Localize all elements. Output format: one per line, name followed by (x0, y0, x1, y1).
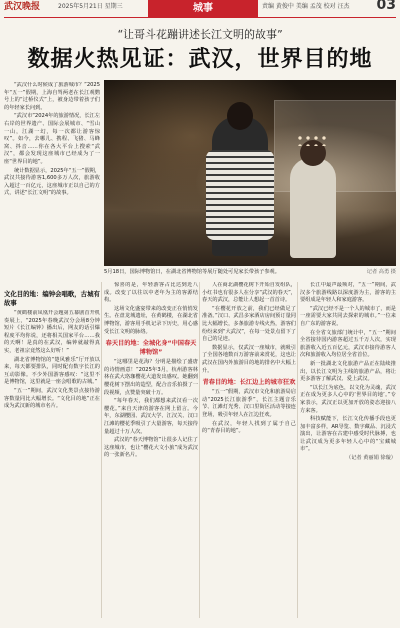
body-paragraph: 科技赋能下，长江文化传播手段也更加丰富多样，AR导览、数字藏品、沉浸式演出，让游客在古建中感受时代脉搏，也让武汉成为更多年轻人心中的“宝藏城市”。 (300, 416, 396, 453)
lead-paragraph: “武汉市”2024年的旅游情况，长江左右岸的世界遗产、国际会展城市、“雪山一山，江湖一幻，每一次都让游客惊叹”。如今，去哪儿、携程、飞猪、马蜂窝、抖音……你在各大平台上搜索“武汉”，都会发现这座城市已经成为了一座“世界目的地”。 (4, 113, 100, 165)
masthead (0, 0, 400, 14)
body-paragraph: 数据显示，仅武汉一座城市，就吸引了全国各地数百万游客前来赏花，这也让武汉在国内外旅游目的地的排名中大幅上升。 (202, 344, 296, 374)
article-headline: 数据火热见证：武汉，世界目的地 (27, 47, 373, 72)
body-paragraph: “五一”假期，武汉市文化和旅游局启动“2025长江旅游季”，长江主题音乐节、江滩灯光秀、汉口里街区活动等接连登场，吸引年轻人在江边狂欢。 (202, 389, 296, 418)
body-paragraph: “五一”期间，武汉文化类景点接待游客数量同比大幅增长。“文化目的地”正在成为武汉新的城市名片。 (4, 387, 100, 410)
lead-column (4, 82, 100, 282)
body-paragraph: 新一批湖北文化旅游产品正在陆续推出，以长江文明为主线的旅游产品，将让更多游客了解武汉、爱上武汉。 (300, 360, 396, 383)
section-label: 城事 (148, 0, 258, 17)
body-paragraph: 在全省文旅部门统计中，“五一”期间全省接待国内游客超过五千万人次，实现旅游收入近五百亿元，武汉市接待游客人次和旅游收入均位居全省首位。 (300, 329, 396, 359)
body-paragraph: 这场文化盛宴带来的改变正在悄悄发生。在盘龙城遗址，在黄鹤楼，在湖北省博物馆，游客用手机记录下历史，用心感受长江文明的脉络。 (104, 305, 198, 335)
column-divider (199, 282, 200, 618)
body-paragraph: “武汉已经不是一个人的城市了，而是一座需要大家共同去探索的城市。”一位来自广东的游客说。 (300, 305, 396, 327)
body-column-1 (4, 310, 100, 628)
body-paragraph: “在樱花开放之前，我们已经做足了准备。”汉口、武昌多家酒店房间预订量同比大幅增长，多条旅游专线火热，游客们纷纷来到“大武汉”，在每一处景点留下了自己的足迹。 (202, 305, 296, 343)
flower-headband (296, 134, 330, 146)
column-divider (297, 282, 298, 618)
article-photo (104, 80, 396, 266)
body-column-2 (104, 282, 198, 600)
section-subhead: 文化目的地：编钟会唱歌，古城有故事 (4, 290, 100, 307)
body-paragraph: 武汉的“春天博物馆”让很多人记住了这座城市，也让“樱花大文小旅”成为武汉的一张新名片。 (104, 437, 198, 459)
newspaper-logo: 武汉晚报 (4, 2, 41, 12)
section-title-youth: 青春目的地：长江边上的城市狂欢 (202, 379, 296, 387)
body-paragraph: 惊喜的是，年轻游客占比达到近八成。改变了以往以中老年为主的客源结构。 (104, 282, 198, 304)
photo-credit: 记者 高勇 摄 (366, 269, 396, 275)
article-kicker: “让哥斗花蹦讲述长江文明的故事” (117, 28, 283, 41)
child-visitor (290, 158, 336, 258)
section-title-spring: 春天目的地：全城化身“中国春天博物馆” (105, 340, 197, 357)
header-rule (4, 17, 396, 18)
body-column-3 (202, 282, 296, 600)
photo-caption (104, 268, 396, 277)
lead-paragraph: “武汉什么时候成了旅游城市？”2025年“五一”假期，上海自驾两老在长江观鹦号上的“过桥仪式”上，被身边带着孩子们的年轻家长问到。 (4, 82, 100, 111)
body-paragraph: “以长江为底色，以文化为灵魂，武汉正在成为更多人心中的‘世界目的地’。”专家表示，武汉正以更加开放的姿态迎接八方来客。 (300, 384, 396, 414)
column-divider (101, 282, 102, 618)
page-number: 03 (376, 0, 396, 13)
lead-paragraph: 统计数据显示，2025年“五一”假期，武汉共接待游客1,600多万人次，旅游收入超过一百亿元，这座城市正以自己的方式，讲述“长江文明”的故事。 (4, 167, 100, 197)
adult-head (227, 102, 253, 130)
body-paragraph: 长江中最声最频对，“五一”期间，武汉多个旅游线路以深度游为主，游客的主要组成是年轻人和家庭游客。 (300, 282, 396, 304)
body-paragraph: “这哪里是花海？分明是描绘了盛唐的诗情画意！”2025年3月，杭州游客林林在武大珞珈樱花大道发出感叹。她翻到樱花树下摆出的造型，配合音乐拍摄了一段视频，点赞量突破十万。 (104, 359, 198, 396)
striped-shirt (206, 150, 274, 240)
body-paragraph: 湖北省博物馆的“楚风雅乐”厅开放以来，每天都要排队，同时配有数字长江的互动影像。不少外国游客感叹：“这里不是博物馆，这里就是一座会唱歌的古城。” (4, 356, 100, 386)
body-paragraph: “每年春天，我们都想来武汉看一次樱花。”来自天津的游客在网上留言。今年，东湖樱园、武汉大学、江汉关、汉口江滩的樱花季吸引了大量游客，每天接待量超过十万人次。 (104, 398, 198, 435)
caption-text: 5月18日，国际博物馆日，在湖北省博物馆等展厅随处可见家长带孩子参观。 (104, 269, 280, 275)
body-paragraph: 人在商北湖樱花树下开始自发组队，小红书也有很多人在分享“武汉的春天”，春天的武汉，总能让人想起一首首诗。 (202, 282, 296, 304)
issue-date: 2025年5月21日 星期三 (58, 3, 123, 10)
body-paragraph: “黄鹤楼前凤凰开会题第五幕剧首开机奏展上，“2025年春晚武汉分会场8分钟短片《长江编钟》播出后，网友的话引爆程度平均你说，还将相关国家平台……我的天啊！是真的在武汉，编钟就敲得真实，老祖宗竟然这么好听！” (4, 310, 100, 354)
body-paragraph: 在武汉，年轻人找到了属于自己的“青春目的地”。 (202, 420, 296, 435)
author-signoff: （记者 黄丽娟 徐璇） (346, 455, 396, 462)
editor-credits: 责编 黄俊中 美编 孟茂 校对 汪杰 (262, 3, 350, 10)
body-column-4 (300, 282, 396, 600)
